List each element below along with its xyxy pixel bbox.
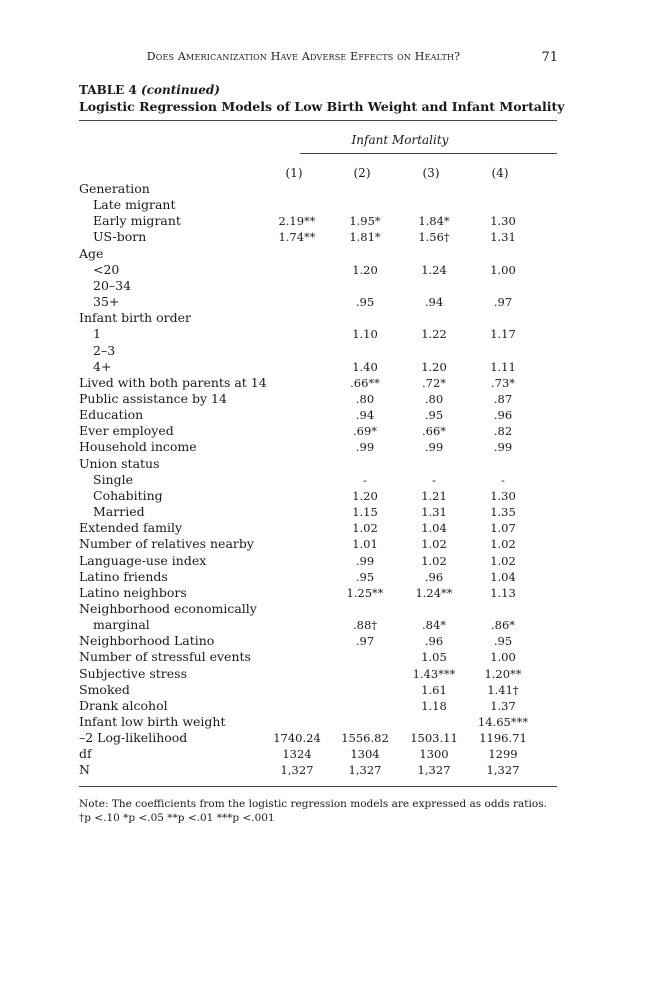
table-label	[79, 83, 220, 97]
table-row	[79, 213, 557, 229]
cell-value: 1.24	[421, 262, 447, 277]
table-row	[79, 262, 557, 278]
cell-value: .96	[424, 569, 444, 584]
cell-value: 1.25**	[346, 585, 384, 600]
row-label: Neighborhood economically	[79, 600, 257, 616]
cell-value: 1.18	[421, 698, 447, 713]
row-label: 20–34	[93, 277, 132, 293]
cell-value: .87	[493, 391, 513, 406]
cell-value: .99	[355, 553, 375, 568]
cell-value: 2.19**	[278, 214, 316, 229]
cell-value: .72*	[421, 375, 447, 390]
table-row	[79, 439, 557, 455]
table-row	[79, 649, 557, 665]
table-row	[79, 682, 557, 698]
cell-value: -	[501, 472, 505, 487]
cell-value: 1196.71	[479, 731, 527, 746]
cell-value: 1.00	[490, 262, 516, 277]
table-row	[79, 666, 557, 682]
cell-value: -	[432, 472, 436, 487]
running-head: Does Americanization Have Adverse Effects on Health?	[146, 50, 461, 63]
row-label: Age	[79, 245, 104, 261]
group-rule	[300, 153, 557, 154]
row-label: Cohabiting	[93, 487, 163, 503]
page-number: 71	[541, 50, 558, 65]
cell-value: 1299	[488, 747, 518, 762]
row-label: 2–3	[93, 342, 116, 358]
cell-value: 1.01	[352, 537, 378, 552]
cell-value: .95	[355, 295, 375, 309]
cell-value: 1.21	[421, 488, 447, 503]
table-row	[79, 504, 557, 520]
table-row	[79, 294, 557, 310]
cell-value: 1.81*	[349, 230, 381, 245]
column-header: (4)	[491, 166, 509, 180]
table-row	[79, 472, 557, 488]
cell-value: 1.02	[421, 553, 447, 568]
cell-value: 1740.24	[273, 731, 321, 746]
cell-value: .94	[355, 408, 375, 423]
cell-value: 1.95*	[349, 214, 381, 229]
cell-value: 1300	[419, 747, 449, 762]
cell-value: 1.61	[421, 682, 447, 697]
row-label: –2 Log-likelihood	[79, 730, 188, 746]
cell-value: 1.04	[421, 521, 447, 536]
cell-value: 1556.82	[341, 731, 389, 746]
row-label: Infant birth order	[79, 310, 192, 326]
cell-value: 1.05	[421, 650, 447, 665]
cell-value: 1.15	[352, 505, 378, 519]
row-label: Latino friends	[79, 568, 168, 584]
cell-value: .97	[493, 295, 513, 309]
cell-value: 14.65***	[477, 714, 529, 729]
column-header: (2)	[353, 166, 371, 180]
cell-value: .95	[493, 634, 513, 649]
table-row	[79, 601, 557, 617]
cell-value: .84*	[421, 618, 447, 632]
cell-value: .94	[424, 295, 444, 309]
cell-value: .82	[493, 424, 513, 439]
row-label: 35+	[93, 294, 120, 309]
row-label: Number of stressful events	[79, 649, 251, 665]
row-label: Language-use index	[79, 552, 207, 568]
row-label: Generation	[79, 181, 150, 196]
table-label-text: TABLE 4	[79, 83, 142, 97]
table-row	[79, 229, 557, 245]
cell-value: 1.07	[490, 521, 516, 536]
cell-value: .69*	[352, 424, 378, 439]
cell-value: 1.22	[421, 327, 447, 342]
row-label: Smoked	[79, 681, 130, 697]
bottom-rule	[79, 786, 557, 787]
column-header: (3)	[422, 166, 440, 180]
cell-value: .80	[424, 391, 444, 406]
cell-value: 1.02	[490, 553, 516, 568]
significance-legend: †p <.10 *p <.05 **p <.01 ***p <.001	[79, 812, 275, 824]
row-label: Married	[93, 504, 145, 519]
row-label: Latino neighbors	[79, 584, 187, 600]
cell-value: 1.40	[352, 359, 378, 374]
cell-value: 1324	[282, 747, 312, 762]
cell-value: 1.00	[490, 650, 516, 665]
row-label: Late migrant	[93, 197, 176, 213]
table-title: Logistic Regression Models of Low Birth Weight and Infant Mortality	[79, 99, 565, 114]
row-label: 1	[93, 326, 101, 342]
table-row	[79, 343, 557, 359]
row-label: Early migrant	[93, 213, 181, 229]
table-row	[79, 407, 557, 423]
cell-value: 1.35	[490, 505, 516, 519]
cell-value: .88†	[352, 618, 378, 632]
cell-value: 1.20	[421, 359, 447, 374]
cell-value: 1,327	[280, 763, 314, 778]
row-label: Single	[93, 471, 134, 487]
table-row	[79, 730, 557, 746]
table-row	[79, 633, 557, 649]
cell-value: .96	[493, 408, 513, 423]
table-row	[79, 278, 557, 294]
table-row	[79, 359, 557, 375]
cell-value: 1,327	[486, 763, 520, 778]
top-rule	[79, 120, 557, 121]
cell-value: .80	[355, 391, 375, 406]
table-row	[79, 326, 557, 342]
cell-value: 1.10	[352, 327, 378, 342]
cell-value: 1.43***	[412, 666, 456, 681]
cell-value: 1.02	[490, 537, 516, 552]
cell-value: .99	[355, 440, 375, 455]
cell-value: 1.24**	[415, 585, 453, 600]
table-row	[79, 246, 557, 262]
row-label: Ever employed	[79, 423, 174, 439]
table-row	[79, 310, 557, 326]
cell-value: 1.13	[490, 585, 516, 600]
cell-value: 1.30	[490, 488, 516, 503]
cell-value: .97	[355, 634, 375, 649]
cell-value: 1,327	[348, 763, 382, 778]
cell-value: 1.02	[352, 521, 378, 536]
row-label: US-born	[93, 229, 147, 245]
cell-value: 1.20	[352, 488, 378, 503]
group-header: Infant Mortality	[351, 133, 449, 147]
cell-value: 1.31	[490, 230, 516, 245]
cell-value: .95	[424, 408, 444, 423]
row-label: Subjective stress	[79, 665, 187, 681]
table-row	[79, 520, 557, 536]
cell-value: 1.20**	[484, 666, 522, 681]
row-label: Extended family	[79, 520, 183, 536]
table-row	[79, 181, 557, 197]
row-label: Union status	[79, 455, 160, 471]
row-label: Household income	[79, 439, 197, 455]
cell-value: .66**	[350, 375, 380, 390]
cell-value: 1503.11	[410, 731, 458, 746]
cell-value: .73*	[490, 375, 516, 390]
table-label-continued: (continued)	[141, 83, 220, 97]
cell-value: 1.02	[421, 537, 447, 552]
note-line: Note: The coefficients from the logistic regression models are expressed as odds ratios.	[79, 798, 547, 810]
cell-value: .99	[493, 440, 513, 455]
row-label: Neighborhood Latino	[79, 633, 215, 649]
row-label: df	[79, 746, 92, 762]
row-label: Infant low birth weight	[79, 713, 226, 729]
cell-value: .66*	[421, 424, 447, 439]
cell-value: .95	[355, 569, 375, 584]
cell-value: 1,327	[417, 763, 451, 778]
cell-value: 1.11	[490, 359, 516, 374]
cell-value: 1.84*	[418, 214, 450, 229]
cell-value: 1.20	[352, 262, 378, 277]
cell-value: 1.37	[490, 698, 516, 713]
row-label: marginal	[93, 617, 150, 632]
column-header: (1)	[285, 166, 303, 180]
table-row	[79, 585, 557, 601]
table-row	[79, 423, 557, 439]
row-label: Education	[79, 407, 144, 423]
table-row	[79, 714, 557, 730]
cell-value: 1.04	[490, 569, 516, 584]
table-row	[79, 536, 557, 552]
table-row	[79, 746, 557, 762]
row-label: Public assistance by 14	[79, 390, 227, 406]
row-label: <20	[93, 261, 120, 277]
table-row	[79, 762, 557, 778]
table-row	[79, 553, 557, 569]
table-row	[79, 456, 557, 472]
table-row	[79, 617, 557, 633]
table-row	[79, 197, 557, 213]
table-row	[79, 569, 557, 585]
cell-value: 1.41†	[487, 682, 519, 697]
table-row	[79, 488, 557, 504]
cell-value: 1.74**	[278, 230, 316, 245]
cell-value: 1.56†	[418, 230, 450, 245]
cell-value: .96	[424, 634, 444, 649]
row-label: 4+	[93, 358, 112, 374]
cell-value: 1.17	[490, 327, 516, 342]
table-row	[79, 375, 557, 391]
row-label: Drank alcohol	[79, 697, 168, 713]
table-row	[79, 698, 557, 714]
row-label: N	[79, 762, 90, 778]
row-label: Lived with both parents at 14	[79, 374, 267, 390]
cell-value: 1.31	[421, 505, 447, 519]
table-row	[79, 391, 557, 407]
cell-value: -	[363, 472, 367, 487]
table-note	[79, 797, 547, 825]
cell-value: .86*	[490, 618, 516, 632]
row-label: Number of relatives nearby	[79, 536, 254, 552]
cell-value: 1.30	[490, 214, 516, 229]
cell-value: 1304	[350, 747, 380, 762]
cell-value: .99	[424, 440, 444, 455]
